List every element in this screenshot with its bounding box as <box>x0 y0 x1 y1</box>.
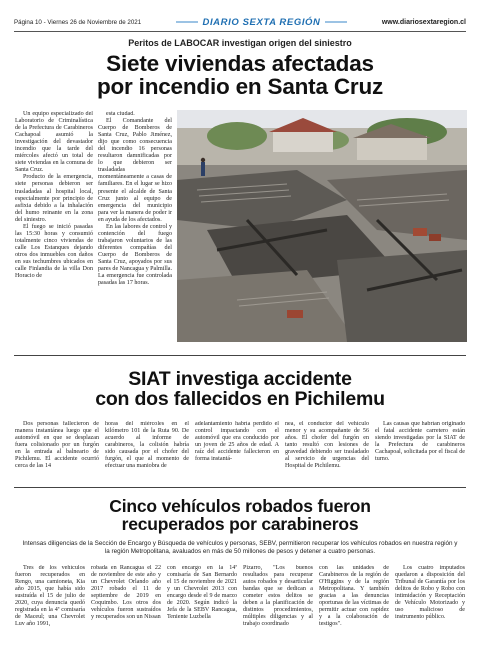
article1-headline-line1: Siete viviendas afectadas <box>106 51 374 76</box>
paragraph: En las labores de control y contención del fuego trabajaron voluntarios de las diferentes compañías del Cuerpo de Bomberos de Santa Cruz, apoyados por sus pares de Nancagua y Palmilla. La emergencia fue controlada pasadas las 17 horas. <box>98 223 172 287</box>
paragraph: adelantamiento habría perdido el control impactando con el automóvil que era conducido por un joven de 25 años de edad. A raíz del accidente fallecieron en forma instantá- <box>195 421 279 463</box>
brand-bar-right <box>325 21 347 23</box>
article3-column-5 <box>319 565 389 660</box>
brand-bar-left <box>176 21 198 23</box>
paragraph: El Comandante del Cuerpo de Bomberos de Santa Cruz, Pablo Jiménez, dijo que como consecuencia del incendio 16 personas resultaron damnificadas por lo que debieron ser trasladadas momentáneamente a casas de familiares. En el lugar se hizo presente el alcalde de Santa Cruz junto al equipo de emergencia del municipio para ver la manera de poder ir en ayuda de los afectados. <box>98 118 172 223</box>
article3-column-1 <box>15 565 85 660</box>
paragraph: con las unidades de Carabineros de la región de O'Higgins y de la región Metropolitana. Y también gracias a las denuncias oportunas de las víctimas de permitir actuar con rapidez y a la colaboración de testigos". <box>319 565 389 628</box>
article3-headline <box>20 497 460 533</box>
article3-headline-line2: recuperados por carabineros <box>121 514 359 535</box>
article1-kicker: Peritos de LABOCAR investigan origen del siniestro <box>128 38 352 48</box>
masthead-brand <box>176 17 346 28</box>
header-divider <box>14 31 466 32</box>
article1-headline <box>20 52 460 99</box>
article3-column-6 <box>395 565 465 660</box>
article2-column-5 <box>375 421 465 483</box>
article2-column-1 <box>15 421 99 483</box>
article3-headline-line1: Cinco vehículos robados fueron <box>109 496 371 516</box>
brand-text: DIARIO SEXTA REGIÓN <box>202 16 321 28</box>
section-divider <box>14 355 466 356</box>
article3-column-3 <box>167 565 237 660</box>
page-header <box>14 14 466 30</box>
article1-column-2 <box>98 111 172 345</box>
article2-column-2 <box>105 421 189 483</box>
paragraph: Producto de la emergencia, siete personas debieron ser trasladadas al hospital local, especialmente por principio de asfixia debido a la inhalación del humo reinante en la zona del siniestro. <box>15 174 93 223</box>
article3-column-2 <box>91 565 161 660</box>
paragraph: Tres de los vehículos fueron recuperados en Rengo, una camioneta, Kia año 2015, que había sido sustraída el 15 de julio de 2020, cuya denuncia quedó registrada en la 4ª comisaría de Maceul; una Chevrolet Luv año 1991, <box>15 565 85 628</box>
article2-column-4 <box>285 421 369 483</box>
article2-column-3 <box>195 421 279 483</box>
article2-headline-line1: SIAT investiga accidente <box>128 368 352 390</box>
paragraph: Un equipo especializado del Laboratorio de Criminalística de la Prefectura de Carabineros Cachapoal asumió la investigación del devastador incendio que la tarde del miércoles afectó un total de siete viviendas en la comuna de Santa Cruz. <box>15 111 93 174</box>
fire-damaged-houses-photo <box>177 110 467 342</box>
article3-column-4 <box>243 565 313 660</box>
article1-headline-line2: por incendio en Santa Cruz <box>96 74 384 100</box>
paragraph: El fuego se inició pasadas las 15:30 horas y consumió totalmente cinco viviendas de calle Los Estanques dejando otros dos inmuebles con daños en sus techumbres ubicados en calle Finlandia de la villa Don Horacio de <box>15 223 93 280</box>
article2-headline <box>20 369 460 410</box>
paragraph: con encargo en la 14ª comisaría de San Bernardo el 15 de noviembre de 2021 y un Chevrolet 2013 con encargo desde el 9 de marzo de 2020. Según indicó la Jefa de la SEBV Rancagua, Teniente Luzbella <box>167 565 237 621</box>
paragraph: Pizarro, "Los buenos resultados para recuperar autos robados y desarticular bandas que se dedican a cometer estos delitos se deben a la planificación de distintos procedimientos, múltiples diligencias y al trabajo coordinado <box>243 565 313 628</box>
paragraph: Dos personas fallecieron de manera instantánea luego que el automóvil en que se desplazan fuera colisionado por un furgón en la entrada al balneario de Pichilemu. El accidente ocurrió cerca de las 14 <box>15 421 99 470</box>
page-date: Página 10 - Viernes 26 de Noviembre de 2021 <box>14 18 142 26</box>
website-url[interactable]: www.diariosextaregion.cl <box>381 18 466 26</box>
article1-column-1 <box>15 111 93 345</box>
paragraph: nea, el conductor del vehículo menor y su acompañante de 56 años. El chofer del furgón en tanto resultó con lesiones de gravedad debiendo ser trasladado al servicio de urgencias del Hospital de Pichilemu. <box>285 421 369 470</box>
section-divider <box>14 487 466 488</box>
paragraph: esta ciudad. <box>106 111 135 117</box>
paragraph: Los cuatro imputados quedaron a disposición del Tribunal de Garantía por los delitos de Robo y Robo con intimidación y Receptación de Vehículo Motorizado y uso malicioso de instrumento público. <box>395 565 465 621</box>
paragraph: Las causas que habrían originado el fatal accidente carretero están siendo investigadas por la SIAT de la Prefectura de carabineros Cachapoal, solicitada por el fiscal de turno. <box>375 421 465 463</box>
paragraph: robada en Rancagua el 22 de noviembre de este año y un Chevrolet Orlando año 2017 robado el 11 de septiembre de 2019 en Coquimbo. Los otros dos vehículos fueron sustraídos y recuperados son un Nissan <box>91 565 161 621</box>
paragraph: horas del miércoles en el kilómetro 101 de la Ruta 90. De acuerdo al informe de carabineros, la colisión habría sido causada por el chofer del furgón, el que al momento de efectuar una maniobra de <box>105 421 189 470</box>
article3-deck: Intensas diligencias de la Sección de Encargo y Búsqueda de vehículos y personas, SEBV, permitieron recuperar los vehículos robados en nuestra región y la región Metropolitana, avaluados en más de 50 millones de pesos y detener a cuatro personas. <box>22 540 458 555</box>
article2-headline-line2: con dos fallecidos en Pichilemu <box>95 388 385 411</box>
